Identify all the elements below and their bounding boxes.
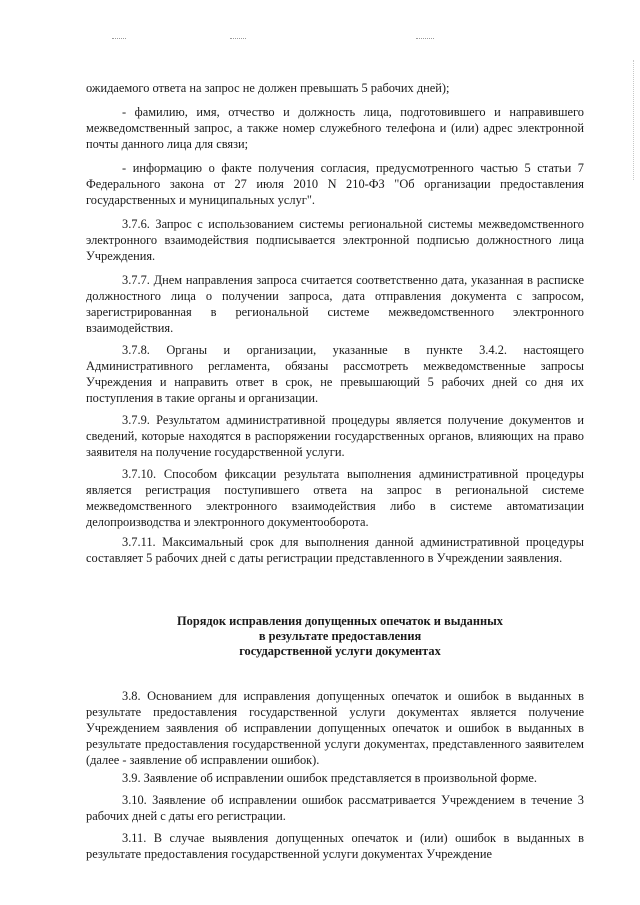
scan-artifacts <box>0 38 640 42</box>
heading-line: государственной услуги документах <box>239 644 441 658</box>
heading-line: Порядок исправления допущенных опечаток и выданных <box>176 614 503 628</box>
paragraph: 3.7.10. Способом фиксации результата выполнения административной процедуры является регистрация поступившего ответа на запрос в региональной системе межведомственного электронного взаимодействия либо в системе автоматизации делопроизводства и электронного документооборота. <box>86 467 584 529</box>
scan-mark <box>230 38 246 40</box>
paragraph: 3.11. В случае выявления допущенных опечаток и (или) ошибок в выданных в результате предоставления государственной услуги документах Учреждение <box>86 831 584 861</box>
paragraph: 3.7.6. Запрос с использованием системы региональной системы межведомственного электронного взаимодействия подписывается электронной подписью должностного лица Учреждения. <box>86 217 584 263</box>
scan-mark <box>112 38 126 40</box>
paragraph: 3.7.7. Днем направления запроса считается соответственно дата, указанная в расписке должностного лица о получении запроса, дата отправления документа с запросом, зарегистрированная в региональной системе межведомственного электронного взаимодействия. <box>86 273 584 335</box>
paragraph: 3.7.8. Органы и организации, указанные в пункте 3.4.2. настоящего Административного регламента, обязаны рассмотреть межведомственные запросы Учреждения и направить ответ в срок, не превышающий 5 рабочих дней со дня их поступления в такие органы и организации. <box>86 343 584 405</box>
paragraph: ожидаемого ответа на запрос не должен превышать 5 рабочих дней); <box>86 81 450 95</box>
paragraph: 3.10. Заявление об исправлении ошибок рассматривается Учреждением в течение 3 рабочих дней с даты его регистрации. <box>86 793 584 823</box>
paragraph: - фамилию, имя, отчество и должность лица, подготовившего и направившего межведомственный запрос, а также номер служебного телефона и (или) адрес электронной почты данного лица для связи; <box>86 105 584 151</box>
paragraph: 3.7.9. Результатом административной процедуры является получение документов и сведений, которые находятся в распоряжении государственных органов, влияющих на право заявителя на получение государственной услуги. <box>86 413 584 459</box>
heading-line: в результате предоставления <box>258 629 422 643</box>
scan-mark <box>416 38 434 40</box>
paragraph: - информацию о факте получения согласия, предусмотренного частью 5 статьи 7 Федерального закона от 27 июля 2010 N 210-ФЗ "Об организации предоставления государственных и муниципальных услуг". <box>86 161 584 207</box>
scan-edge-artifact <box>630 60 634 180</box>
paragraph: 3.8. Основанием для исправления допущенных опечаток и ошибок в выданных в результате предоставления государственной услуги документах является получение Учреждением заявления об исправлении допущенных опечаток и ошибок в выданных в результате предоставления государственной услуги документах, представленного заявителем (далее - заявление об исправлении ошибок). <box>86 689 584 767</box>
paragraph: 3.7.11. Максимальный срок для выполнения данной административной процедуры составляет 5 рабочих дней с даты регистрации представленного в Учреждении заявления. <box>86 535 584 565</box>
paragraph: 3.9. Заявление об исправлении ошибок представляется в произвольной форме. <box>122 771 538 785</box>
